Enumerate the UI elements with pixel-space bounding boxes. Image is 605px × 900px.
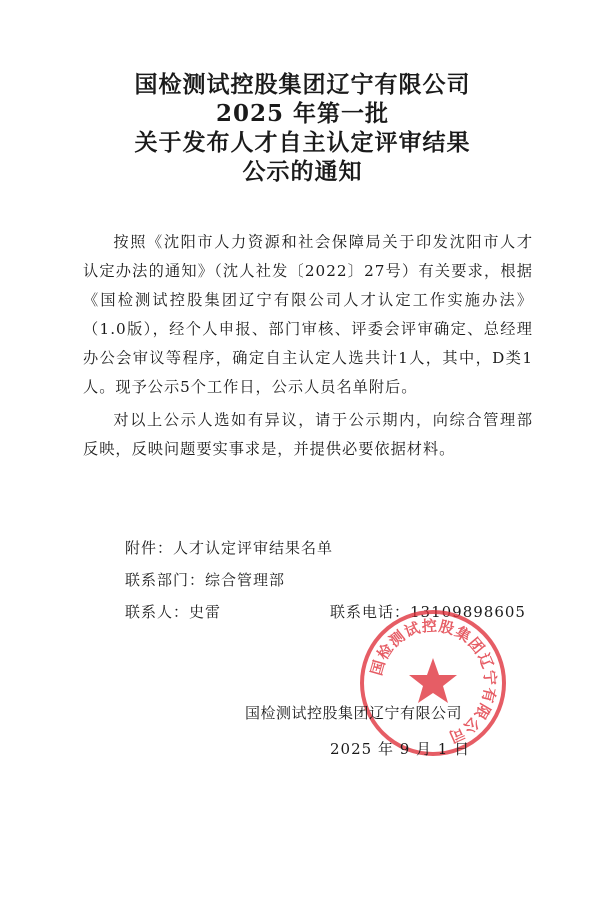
issue-date: 2025 年 9 月 1 日 (330, 740, 471, 758)
issuer-name: 国检测试控股集团辽宁有限公司 (245, 704, 463, 722)
contact-person: 联系人：史雷 (125, 603, 222, 621)
official-seal-icon (358, 608, 508, 758)
title-notice: 公示的通知 (242, 158, 363, 185)
body-paragraph-1: 按照《沈阳市人力资源和社会保障局关于印发沈阳市人才认定办法的通知》（沈人社发〔2022〕27号）有关要求，根据《国检测试控股集团辽宁有限公司人才认定工作实施办法》（1.0版），经个人申报、部门审核、评委会评审确定、总经理办公会审议等程序，确定自主认定人选共计1人，其中，D类1人。现予公示5个工作日，公示人员名单附后。 (83, 233, 533, 396)
body-paragraph-2: 对以上公示人选如有异议，请于公示期内，向综合管理部反映，反映问题要实事求是，并提供必要依据材料。 (83, 411, 533, 458)
title-subject: 关于发布人才自主认定评审结果 (134, 129, 471, 156)
seal-text: 国检测试控股集团辽宁有限公司 (367, 616, 500, 747)
contact-phone: 联系电话：13109898605 (330, 603, 526, 621)
title-batch: 2025 年第一批 (215, 100, 390, 127)
attachment-line: 附件：人才认定评审结果名单 (125, 539, 334, 557)
notice-title (0, 70, 605, 186)
title-company: 国检测试控股集团辽宁有限公司 (134, 71, 471, 98)
contact-department: 联系部门：综合管理部 (125, 571, 286, 589)
notice-body (83, 228, 533, 468)
